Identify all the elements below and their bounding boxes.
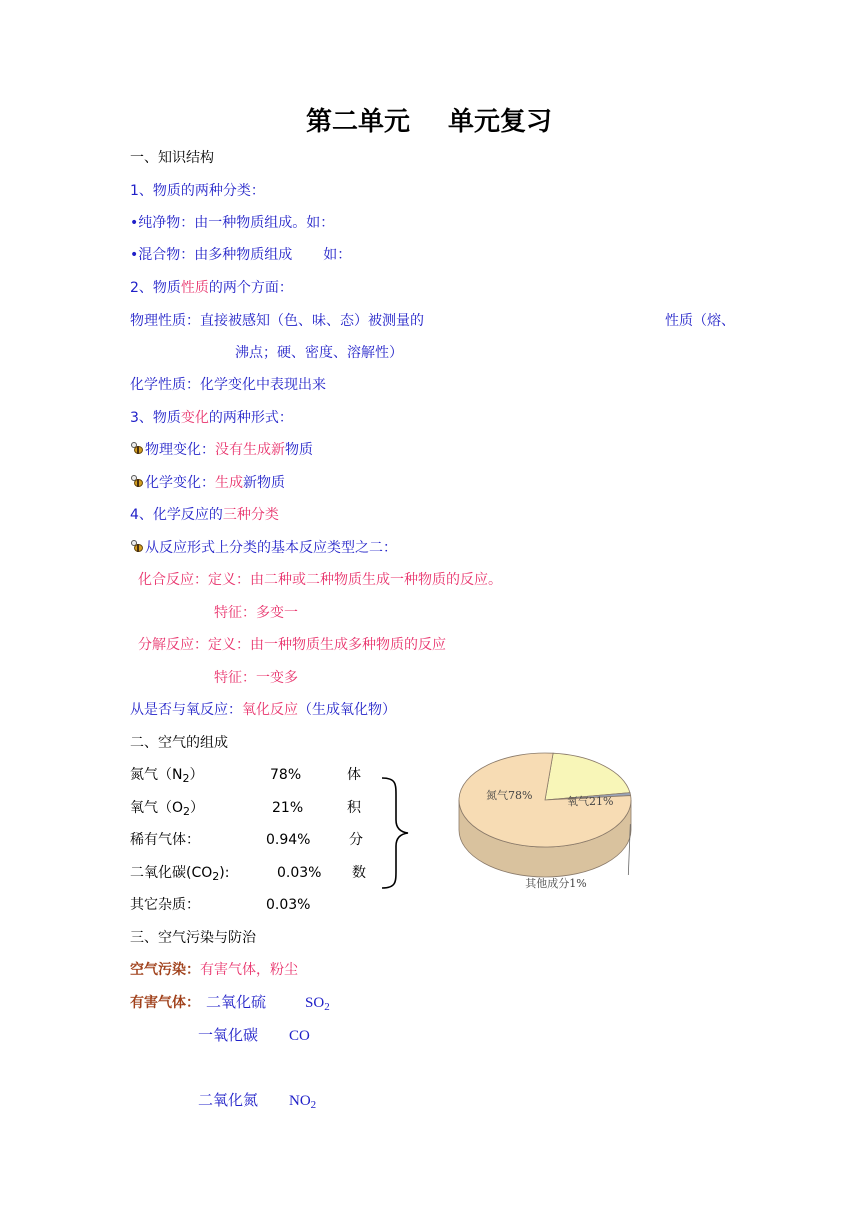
title-part2: 单元复习 [448,107,553,137]
decomposition-definition: 分解反应：定义：由一种物质生成多种物质的反应 [138,637,446,653]
chemical-change-line [130,474,285,492]
section-heading: 一、知识结构 [130,150,214,166]
pie-label-nitrogen: 氮气78% [486,789,533,802]
section-heading: 三、空气污染与防治 [130,930,256,946]
line-key: 生成 [215,475,243,491]
page-title [306,107,552,137]
oxidation-line [130,701,396,719]
heading-text: 的两个方面： [208,280,293,296]
basic-reaction-line [130,539,397,557]
harmful-gas-name: 一氧化碳 [198,1028,259,1044]
mixture-line [130,246,351,264]
bee-bullet-icon [130,540,144,554]
air-row-name: 二氧化碳$(CO_2)$: [130,865,230,883]
physical-property-line: 物理性质：直接被感知（色、味、态）被测量的 [130,313,424,329]
bee-bullet-icon [130,442,144,456]
air-composition-pie-chart [450,748,640,898]
item-heading: 1、物质的两种分类： [130,183,265,199]
physical-change-line [130,441,313,459]
harmful-gas-formula: $SO_2$ [305,995,330,1013]
line-key: 氧化反应 [242,702,298,718]
pie-slice [545,753,630,800]
air-row-name: 稀有气体： [130,832,200,848]
item-heading [130,506,279,524]
line-text: （生成氧化物） [298,702,396,718]
pie-label-others: 其他成分1% [525,877,587,890]
pollution-label: 空气污染： [130,962,200,978]
harmful-gas-name: 二氧化氮 [198,1093,259,1109]
line-text: 从反应形式上分类的基本反应类型之二： [145,540,397,556]
physical-property-line-end: 性质（熔、 [665,313,735,329]
mixture-example: 如： [323,247,352,263]
air-row-name: 其它杂质： [130,897,200,913]
heading-text: 2、物质 [130,280,181,296]
line-key: 没有生成 [215,442,271,458]
air-row-value: 0.94% [266,832,311,848]
air-row-unit: 分 [349,832,363,848]
line-text: 物质 [285,442,313,458]
pollution-value: 有害气体，粉尘 [200,962,298,978]
heading-key: 变化 [180,410,209,426]
item-heading [130,409,293,427]
heading-key: 三种 [222,507,251,523]
line-text: 从是否与氧反应： [130,702,242,718]
heading-text: 3、物质 [130,410,181,426]
curly-brace [378,776,412,890]
pollution-line [130,961,298,979]
item-heading [130,279,293,297]
harmful-gas-formula: CO [289,1028,310,1044]
pie-label-oxygen: 氧气21% [567,795,614,808]
air-row-unit: 积 [347,800,361,816]
air-row-unit: 体 [347,767,361,783]
harmful-gas-name: 二氧化硫 [206,995,267,1011]
section-heading: 二、空气的组成 [130,735,228,751]
mixture-text: •混合物：由多种物质组成 [130,247,293,263]
bee-bullet-icon [130,475,144,489]
line-text: 新物质 [243,475,285,491]
air-row-name: 氮气$(N_2)$ [130,767,204,785]
harmful-gas-formula: $NO_2$ [289,1093,317,1111]
air-row-value: 21% [272,800,304,816]
air-row-value: 0.03% [266,897,311,913]
decomposition-feature: 特征：一变多 [214,670,298,686]
air-row-unit: 数 [352,865,366,881]
air-row-value: 78% [270,767,302,783]
air-row-value: 0.03% [277,865,322,881]
heading-text: 的两种形式： [208,410,293,426]
air-row-name: 氧气$(O_2)$ [130,800,205,818]
line-label: 物理变化： [145,442,215,458]
physical-property-line-cont: 沸点；硬、密度、溶解性） [235,345,403,361]
heading-key: 性质 [180,280,209,296]
line-key: 新 [271,442,285,458]
chemical-property-line: 化学性质：化学变化中表现出来 [130,377,326,393]
heading-key: 分类 [250,507,279,523]
pure-substance-line: •纯净物：由一种物质组成。如： [130,215,335,231]
harmful-gas-label: 有害气体： [130,995,200,1011]
heading-text: 4、化学反应的 [130,507,223,523]
line-label: 化学变化： [145,475,215,491]
combination-definition: 化合反应：定义：由二种或二种物质生成一种物质的反应。 [138,572,502,588]
title-part1: 第二单元 [306,107,411,137]
combination-feature: 特征：多变一 [214,605,298,621]
